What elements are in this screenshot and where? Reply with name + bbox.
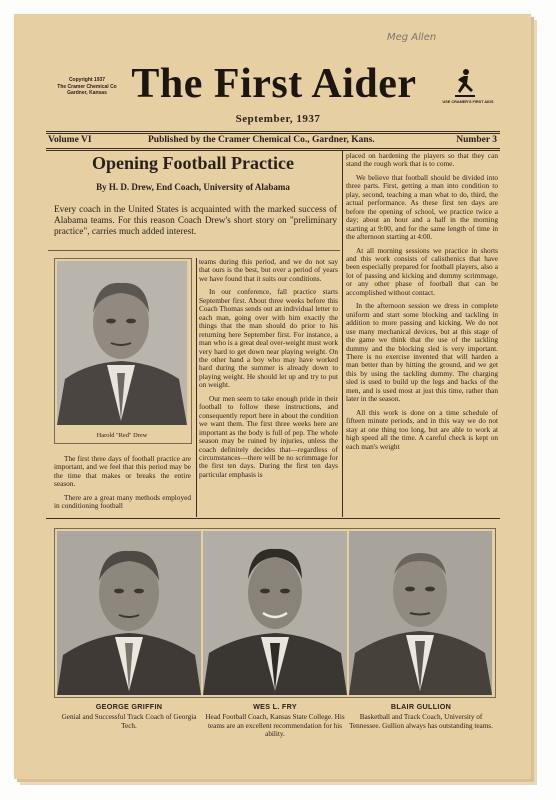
article-intro: Every coach in the United States is acquainted with the marked success of Alabama teams. For this reason Coach Drew's short story on "preliminary practice", carries much added interest. bbox=[54, 205, 337, 238]
article-column-2: teams during this period, and we do not say that ours is the best, but over a period of years we have found that it suits our conditions. In our conference, fall practice starts September first. About three weeks before this Coach Thomas sends out an individual letter to each man, going over with him exactly the things that the man should do prior to his returning here September first. For instance, a man who is a great deal over-weight must work very hard to get down near playing weight. On the other hand a boy who may have worked hard during the summer is already down to playing weight. He should let up and try to put on weight. Our men seem to take enough pride in their football to follow these instructions, and consequently report here in about the condition we want them. The first three weeks here are important as the body is full of pep. The whole season may be ruined by injuries, unless the coach definitely decides that—regardless of circumstances—there will be no scrimmage for the first ten days. During the first ten days particular emphasis is bbox=[199, 258, 338, 479]
fry-name: WES L. FRY bbox=[253, 702, 297, 711]
handwritten-note: Meg Allen bbox=[387, 32, 437, 43]
drew-photo-caption: Harold "Red" Drew bbox=[96, 432, 148, 439]
gullion-description: Basketball and Track Coach, University of Tennessee. Gullion always has outstanding teams. bbox=[349, 713, 493, 730]
gullion-name: BLAIR GULLION bbox=[390, 702, 452, 711]
portrait-fry-icon bbox=[203, 531, 347, 695]
number-label: Number 3 bbox=[456, 135, 497, 145]
drew-photo bbox=[57, 261, 187, 425]
publisher-line: Published by the Cramer Chemical Co., Gardner, Kans. bbox=[148, 135, 375, 145]
article-byline: By H. D. Drew, End Coach, University of Alabama bbox=[96, 182, 290, 192]
volume-label: Volume VI bbox=[48, 135, 92, 145]
fry-description: Head Football Coach, Kansas State College. His teams are an excellent recommendation for his ability. bbox=[205, 713, 345, 739]
rule-bottom-2 bbox=[46, 150, 500, 151]
portrait-griffin-icon bbox=[57, 531, 201, 695]
griffin-photo bbox=[57, 531, 201, 695]
fry-photo bbox=[203, 531, 347, 695]
athlete-logo-icon bbox=[449, 68, 479, 98]
rule-top-2 bbox=[46, 133, 500, 134]
griffin-name: GEORGE GRIFFIN bbox=[95, 702, 163, 711]
portrait-gullion-icon bbox=[349, 531, 492, 695]
issue-date: September, 1937 bbox=[235, 113, 321, 125]
column-divider-right bbox=[342, 151, 343, 517]
rule-bottom bbox=[46, 148, 500, 149]
article-headline: Opening Football Practice bbox=[92, 153, 294, 173]
issue-bar bbox=[46, 135, 500, 147]
rule-top bbox=[46, 131, 500, 132]
intro-rule bbox=[48, 250, 340, 251]
portrait-drew-icon bbox=[57, 261, 187, 425]
article-column-1: The first three days of football practice are important, and we feel that this period may be the time that makes or breaks the entire season. There are a great many methods employed in conditioning football bbox=[54, 455, 191, 511]
griffin-description: Genial and Successful Track Coach of Georgia Tech. bbox=[61, 713, 197, 730]
masthead-title: The First Aider bbox=[131, 61, 417, 107]
rule-portraits bbox=[46, 518, 500, 519]
copyright-notice: Copyright 1937 The Cramer Chemical Co Gardner, Kansas bbox=[57, 77, 117, 96]
logo-caption: USE CRAMER'S FIRST AIDS bbox=[442, 100, 494, 104]
gullion-photo bbox=[349, 531, 492, 695]
article-column-3: placed on hardening the players so that they can stand the rough work that is to come. We believe that football should be divided into three parts. First, getting a man into condition to play, second, teaching a man what to do, third, the actual performance. As these first ten days are before the opening of school, we practice twice a day; about an hour and a half in the morning starting at 9:00, and for the same length of time in the afternoon starting at 4:00. At all morning sessions we practice in shorts and this work consists of calisthenics that have been especially prepared for football players, also a lot of passing and kicking and dummy scrimmage, or any other phase of football that can be accomplished without contact. In the afternoon session we dress in complete uniform and start some blocking and tackling in addition to more passing and kicking. We do not use many mechanical devices, but at this stage of the game we think that the use of the tackling dummy and the blocking sled is very important. There is no exercise invented that will harden a man better than by hitting the ground, and we get this by using the tackling dummy. The charging sled is used to build up the legs and backs of the men, and is used most at just this time, rather than later in the season. All this work is done on a time schedule of fifteen minute periods, and in this way we do not stay at one thing too long, but are able to work at high speed all the time. A careful check is kept on each man's weight bbox=[346, 152, 498, 451]
column-divider-left bbox=[196, 258, 197, 517]
